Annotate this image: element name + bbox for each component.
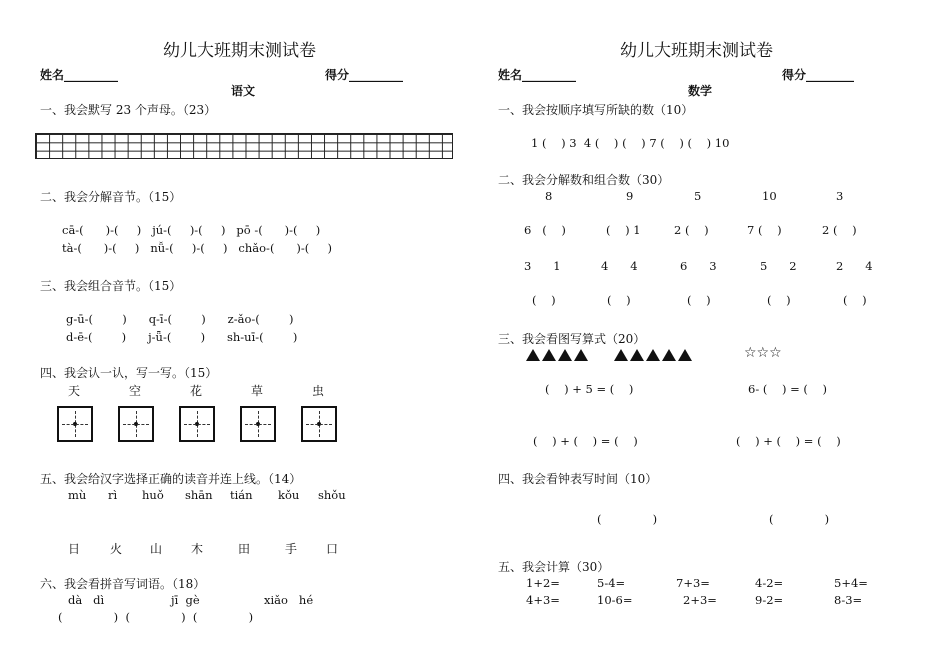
right-title: 幼儿大班期末测试卷 [620, 41, 773, 61]
q2-line-1: cā-( )-( ) jú-( )-( ) pō -( )-( ) [62, 223, 321, 237]
number-sequence[interactable]: 1 ( ) 3 4 ( ) ( ) 7 ( ) ( ) 10 [531, 136, 730, 150]
left-subject: 语文 [231, 84, 256, 98]
compose-top: 4 4 [601, 259, 638, 273]
q3-line-1: g-ū-( ) q-ī-( ) z-ǎo-( ) [66, 312, 294, 326]
q3-line-2: d-ē-( ) j-ǖ-( ) sh-uī-( ) [66, 330, 298, 344]
calc-item[interactable]: 10-6= [597, 593, 633, 607]
eq-apples[interactable]: 6- ( ) = ( ) [748, 382, 827, 396]
q4-char: 花 [190, 384, 203, 398]
decomp-top: 5 [694, 189, 702, 203]
q6-blanks[interactable]: ( ) ( ) ( ) [58, 610, 254, 624]
calc-item[interactable]: 8-3= [834, 593, 863, 607]
q4-char: 虫 [312, 384, 325, 398]
tianzige-box[interactable] [57, 406, 93, 442]
right-q1-heading: 一、我会按顺序填写所缺的数（10） [498, 103, 694, 117]
decomp-bottom[interactable]: 7 ( ) [747, 223, 782, 237]
triangle-icon [558, 349, 572, 361]
compose-bottom[interactable]: ( ) [532, 293, 556, 307]
left-title: 幼儿大班期末测试卷 [163, 41, 316, 61]
compose-top: 2 4 [836, 259, 873, 273]
compose-top: 6 3 [680, 259, 717, 273]
calc-item[interactable]: 1+2= [526, 576, 560, 590]
left-q2-heading: 二、我会分解音节。（15） [40, 190, 182, 204]
left-q6-heading: 六、我会看拼音写词语。（18） [40, 577, 206, 591]
writing-grid[interactable] [35, 133, 453, 159]
left-name-field[interactable]: 姓名_________ [40, 68, 119, 82]
q5-char: 火 [110, 542, 123, 556]
calc-item[interactable]: 9-2= [755, 593, 784, 607]
eq-apples-sum[interactable]: ( ) + ( ) = ( ) [736, 434, 841, 448]
left-q5-heading: 五、我会给汉字选择正确的读音并连上线。（14） [40, 472, 302, 486]
decomp-top: 3 [836, 189, 844, 203]
eq-pears-sum[interactable]: ( ) + ( ) = ( ) [533, 434, 638, 448]
q5-pinyin: tián [230, 488, 253, 502]
tianzige-box[interactable] [118, 406, 154, 442]
right-q5-heading: 五、我会计算（30） [498, 560, 610, 574]
q5-pinyin: shǒu [318, 488, 346, 502]
left-q3-heading: 三、我会组合音节。（15） [40, 279, 182, 293]
q5-char: 田 [238, 542, 251, 556]
decomp-bottom[interactable]: 6 ( ) [524, 223, 566, 237]
q2-line-2: tà-( )-( ) nǚ-( )-( ) chǎo-( )-( ) [62, 241, 332, 255]
tianzige-box[interactable] [301, 406, 337, 442]
eq-pears[interactable]: ( ) + 5 = ( ) [545, 382, 634, 396]
q5-char: 手 [285, 542, 298, 556]
right-subject: 数学 [688, 84, 713, 98]
q4-char: 草 [251, 384, 264, 398]
q4-char: 天 [68, 384, 81, 398]
calc-item[interactable]: 2+3= [683, 593, 717, 607]
triangle-icon [574, 349, 588, 361]
triangle-icon [646, 349, 660, 361]
decomp-top: 10 [762, 189, 777, 203]
triangle-icon [630, 349, 644, 361]
compose-bottom[interactable]: ( ) [687, 293, 711, 307]
q6-pinyin: jī gè [171, 593, 200, 607]
q5-pinyin: mù [68, 488, 87, 502]
q5-char: 木 [191, 542, 204, 556]
star-icons: ☆☆☆ [744, 345, 782, 361]
tianzige-box[interactable] [179, 406, 215, 442]
compose-bottom[interactable]: ( ) [843, 293, 867, 307]
triangle-icon [662, 349, 676, 361]
right-name-field[interactable]: 姓名_________ [498, 68, 577, 82]
q5-pinyin: shān [185, 488, 213, 502]
triangle-icon [614, 349, 628, 361]
calc-item[interactable]: 4+3= [526, 593, 560, 607]
right-q3-heading: 三、我会看图写算式（20） [498, 332, 646, 346]
triangle-icon [526, 349, 540, 361]
calc-item[interactable]: 4-2= [755, 576, 784, 590]
q5-pinyin: kǒu [278, 488, 300, 502]
left-score-field[interactable]: 得分_________ [325, 68, 404, 82]
q5-char: 山 [150, 542, 163, 556]
triangle-icon [678, 349, 692, 361]
decomp-top: 8 [545, 189, 553, 203]
decomp-bottom[interactable]: ( ) 1 [606, 223, 641, 237]
time-blank-2[interactable]: ( ) [769, 512, 830, 526]
q5-char: 日 [68, 542, 81, 556]
triangle-icon [542, 349, 556, 361]
q6-pinyin: xiǎo hé [264, 593, 314, 607]
calc-item[interactable]: 5-4= [597, 576, 626, 590]
q6-pinyin: dà dì [68, 593, 105, 607]
calc-item[interactable]: 7+3= [676, 576, 710, 590]
q5-char: 口 [326, 542, 339, 556]
right-score-field[interactable]: 得分________ [782, 68, 855, 82]
calc-item[interactable]: 5+4= [834, 576, 868, 590]
time-blank-1[interactable]: ( ) [597, 512, 658, 526]
compose-top: 5 2 [760, 259, 797, 273]
q4-char: 空 [129, 384, 142, 398]
compose-top: 3 1 [524, 259, 561, 273]
decomp-top: 9 [626, 189, 634, 203]
left-q1-heading: 一、我会默写 23 个声母。（23） [40, 103, 217, 117]
tianzige-box[interactable] [240, 406, 276, 442]
left-q4-heading: 四、我会认一认，写一写。（15） [40, 366, 218, 380]
compose-bottom[interactable]: ( ) [767, 293, 791, 307]
q5-pinyin: rì [108, 488, 118, 502]
right-q4-heading: 四、我会看钟表写时间（10） [498, 472, 658, 486]
right-q2-heading: 二、我会分解数和组合数（30） [498, 173, 670, 187]
decomp-bottom[interactable]: 2 ( ) [822, 223, 857, 237]
q5-pinyin: huǒ [142, 488, 164, 502]
decomp-bottom[interactable]: 2 ( ) [674, 223, 709, 237]
compose-bottom[interactable]: ( ) [607, 293, 631, 307]
